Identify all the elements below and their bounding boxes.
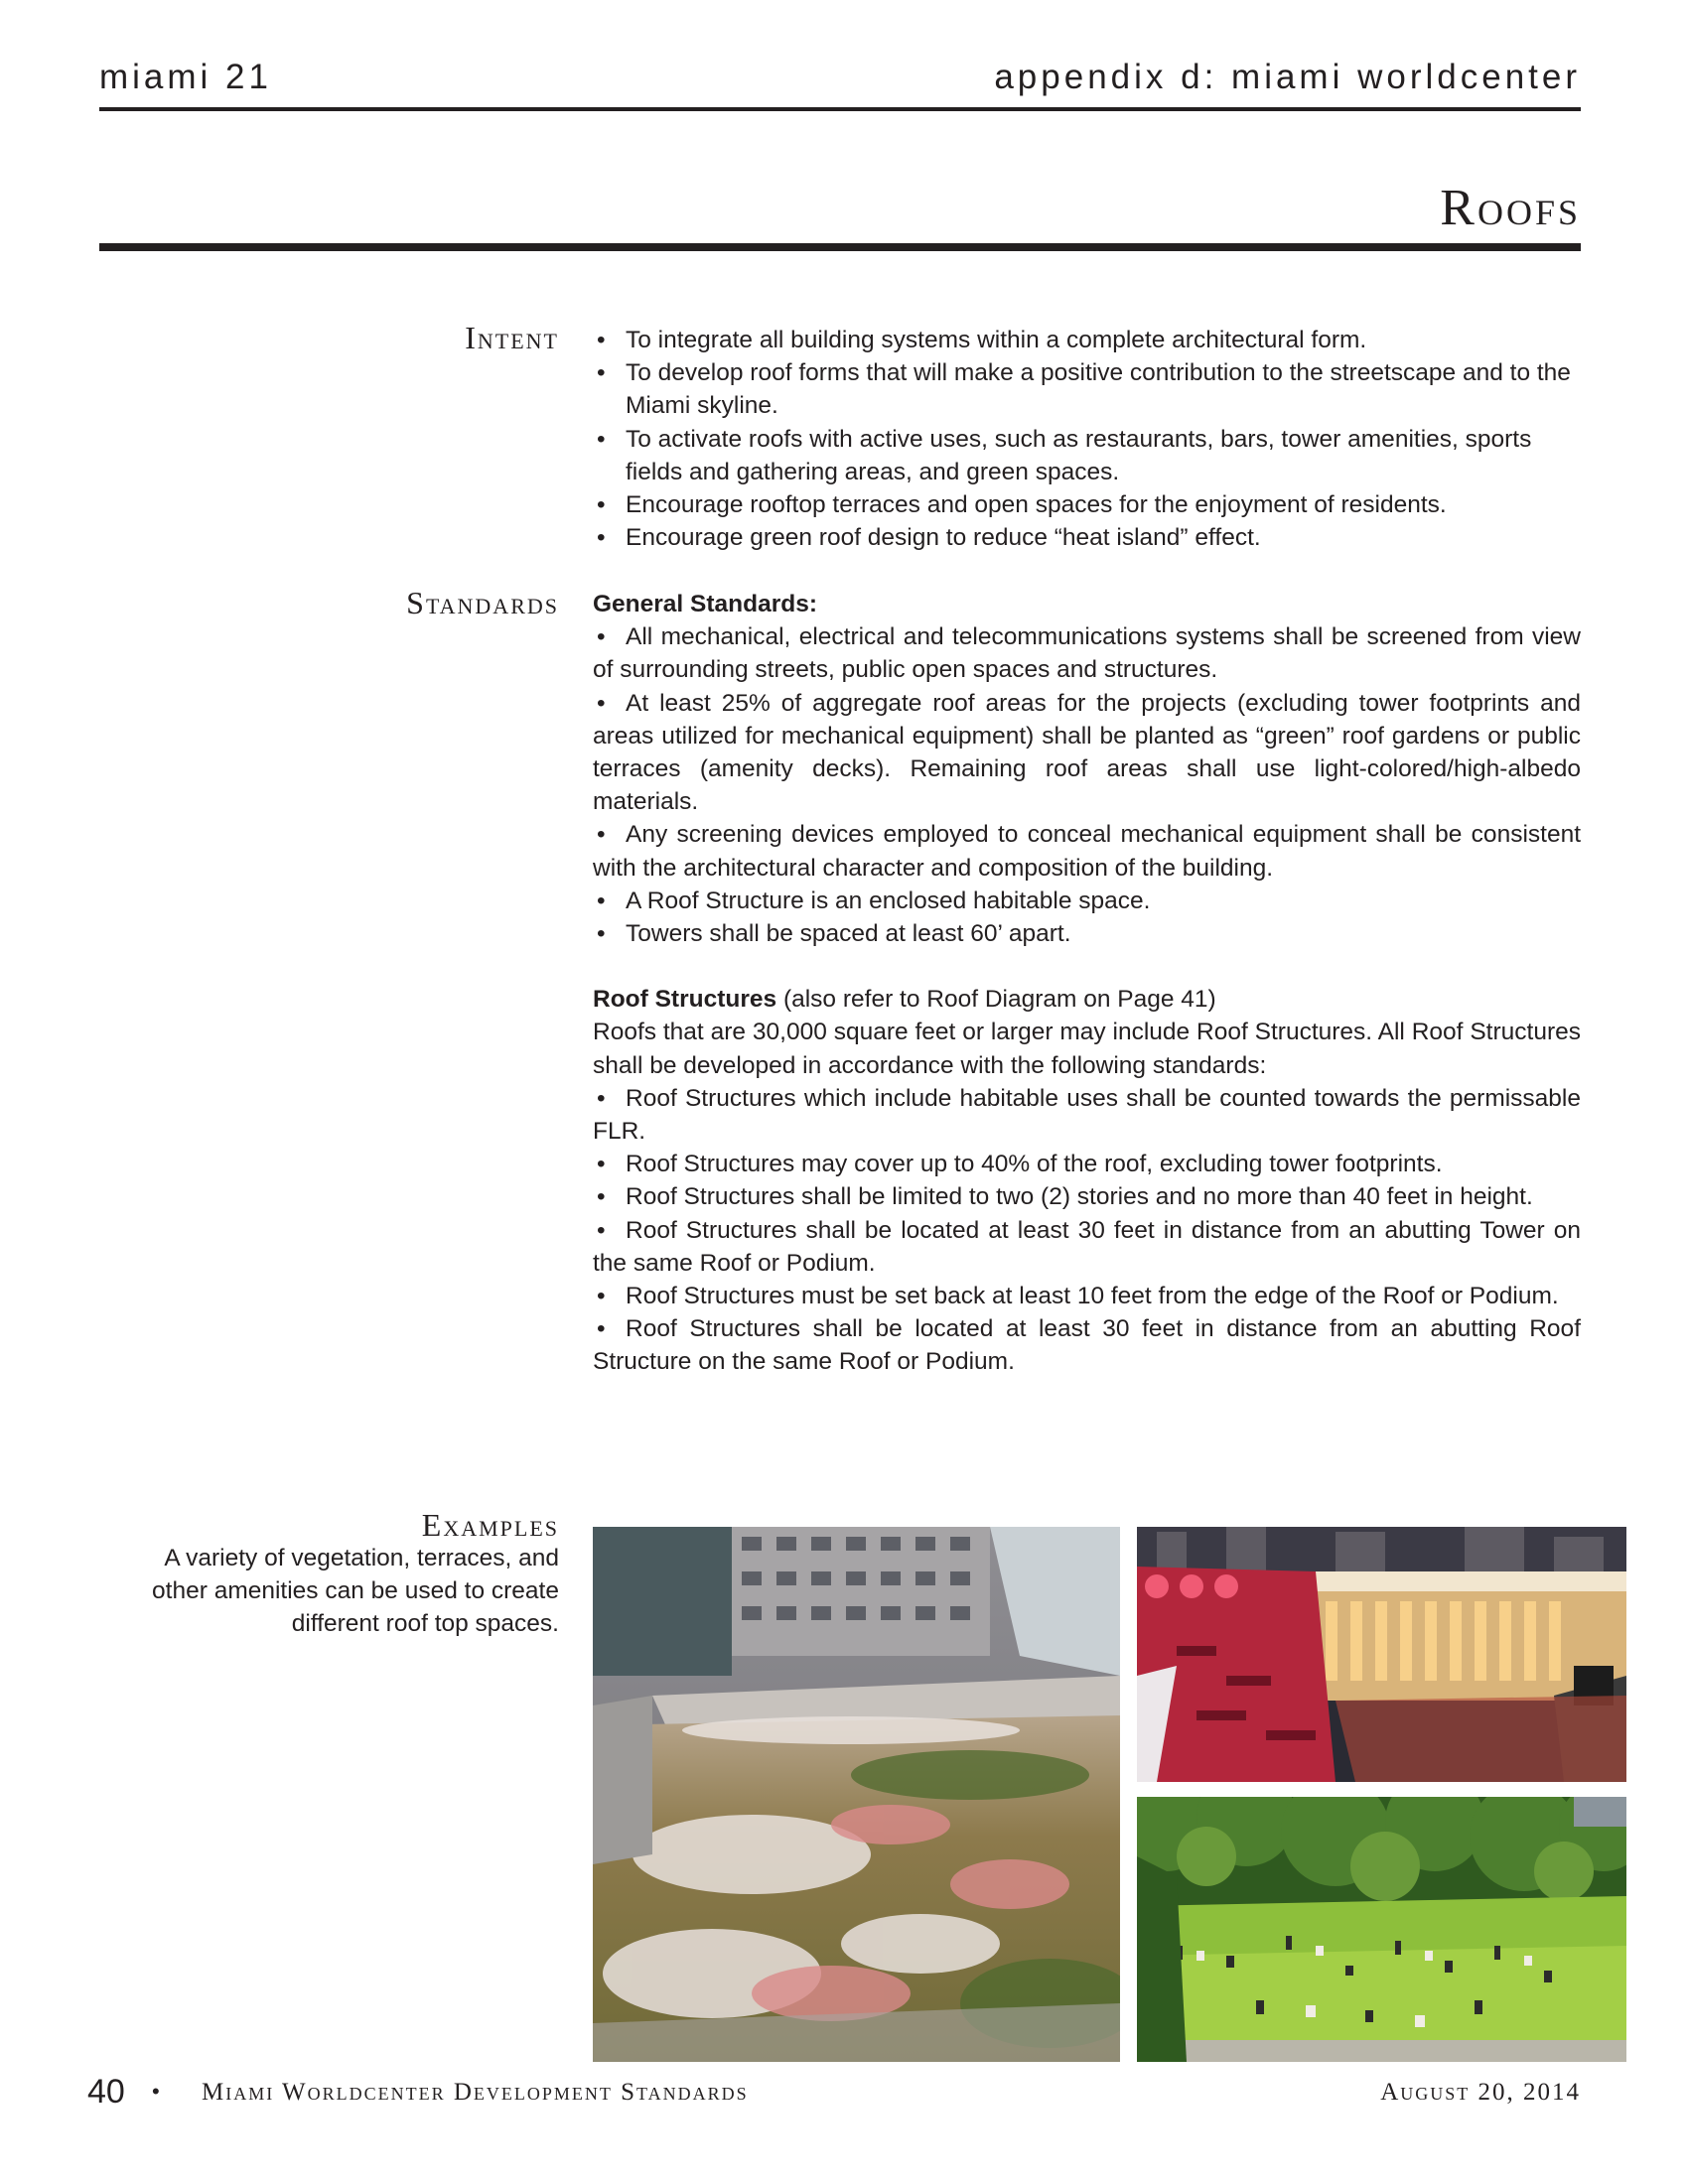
footer-date: August 20, 2014 xyxy=(1380,2079,1581,2106)
footer-doc-title: Miami Worldcenter Development Standards xyxy=(202,2079,749,2106)
general-standard-text: A Roof Structure is an enclosed habitable space. xyxy=(626,887,1151,914)
general-standard-item xyxy=(593,917,1581,950)
general-standard-text: At least 25% of aggregate roof areas for the projects (excluding tower footprints and areas utilized for mechanical equipment) shall be planted as “green” roof gardens or public terraces (amenity decks). Remaining roof areas shall use light-colored/high-albedo materials. xyxy=(593,689,1581,816)
general-standard-text: All mechanical, electrical and telecommunications systems shall be screened from view of surrounding streets, public open spaces and structures. xyxy=(593,623,1581,684)
intent-item: • Encourage green roof design to reduce “heat island” effect. xyxy=(593,521,1581,554)
roof-structure-text: Roof Structures shall be located at least 30 feet in distance from an abutting Roof Structure on the same Roof or Podium. xyxy=(593,1315,1581,1376)
lawn-park-photo xyxy=(1137,1797,1626,2062)
header-left: miami 21 xyxy=(99,58,272,96)
roof-structures-heading-line xyxy=(593,983,1581,1016)
rooftop-terrace-photo xyxy=(1137,1527,1626,1782)
intent-item: • To activate roofs with active uses, such as restaurants, bars, tower amenities, sports fields and gathering areas, and green spaces. xyxy=(593,423,1581,488)
intent-item: • To integrate all building systems within a complete architectural form. xyxy=(593,324,1581,356)
general-standards-heading: General Standards: xyxy=(593,591,818,617)
general-standard-item xyxy=(593,885,1581,917)
roof-structure-item xyxy=(593,1280,1581,1312)
footer-separator: • xyxy=(152,2079,160,2104)
bullet: • xyxy=(597,920,606,948)
section-title: Roofs xyxy=(1440,180,1581,236)
bullet: • xyxy=(597,1315,606,1343)
examples-label: Examples xyxy=(421,1507,559,1543)
bullet: • xyxy=(597,1084,606,1112)
bullet: • xyxy=(597,689,606,717)
bullet: • xyxy=(597,1283,606,1310)
roof-structure-text: Roof Structures may cover up to 40% of the roof, excluding tower footprints. xyxy=(626,1151,1443,1178)
roof-structure-item xyxy=(593,1082,1581,1148)
intent-list xyxy=(593,324,1581,554)
roof-structure-text: Roof Structures shall be located at least 30 feet in distance from an abutting Tower on the same Roof or Podium. xyxy=(593,1216,1581,1277)
intent-label: Intent xyxy=(465,320,559,355)
bullet: • xyxy=(597,1151,606,1178)
intent-item: • To develop roof forms that will make a positive contribution to the streetscape and to the Miami skyline. xyxy=(593,356,1581,422)
examples-caption: A variety of vegetation, terraces, and other amenities can be used to create different roof top spaces. xyxy=(152,1545,559,1638)
general-standard-item xyxy=(593,818,1581,884)
roof-structure-text: Roof Structures which include habitable uses shall be counted towards the permissable FLR. xyxy=(593,1084,1581,1146)
page-number: 40 xyxy=(87,2073,125,2111)
standards-body xyxy=(593,588,1581,1379)
spacer xyxy=(593,950,1581,983)
roof-structure-item xyxy=(593,1214,1581,1280)
general-standard-text: Towers shall be spaced at least 60’ apart. xyxy=(626,920,1071,948)
general-standard-item xyxy=(593,687,1581,819)
bullet: • xyxy=(597,623,606,651)
roof-structures-intro: Roofs that are 30,000 square feet or larger may include Roof Structures. All Roof Structures shall be developed in accordance with the following standards: xyxy=(593,1019,1581,1079)
header-right: appendix d: miami worldcenter xyxy=(994,58,1581,96)
roof-structure-item xyxy=(593,1148,1581,1180)
standards-label: Standards xyxy=(406,585,559,620)
bullet: • xyxy=(597,1216,606,1244)
page-header xyxy=(99,58,1581,107)
general-standard-text: Any screening devices employed to conceal mechanical equipment shall be consistent with the architectural character and composition of the building. xyxy=(593,821,1581,882)
general-standard-item xyxy=(593,620,1581,686)
page-footer xyxy=(87,2073,1581,2113)
intent-item: • Encourage rooftop terraces and open spaces for the enjoyment of residents. xyxy=(593,488,1581,521)
bullet: • xyxy=(597,887,606,914)
roof-structures-note: (also refer to Roof Diagram on Page 41) xyxy=(776,986,1216,1014)
roof-structure-text: Roof Structures must be set back at least 10 feet from the edge of the Roof or Podium. xyxy=(626,1283,1559,1310)
bullet: • xyxy=(597,1183,606,1211)
header-rule xyxy=(99,107,1581,111)
bullet: • xyxy=(597,821,606,849)
roof-structure-item xyxy=(593,1312,1581,1378)
roof-structure-text: Roof Structures shall be limited to two (2) stories and no more than 40 feet in height. xyxy=(626,1183,1533,1211)
roof-structure-item xyxy=(593,1180,1581,1213)
title-rule xyxy=(99,243,1581,251)
roof-structures-heading: Roof Structures xyxy=(593,986,777,1014)
green-roof-photo xyxy=(593,1527,1120,2062)
